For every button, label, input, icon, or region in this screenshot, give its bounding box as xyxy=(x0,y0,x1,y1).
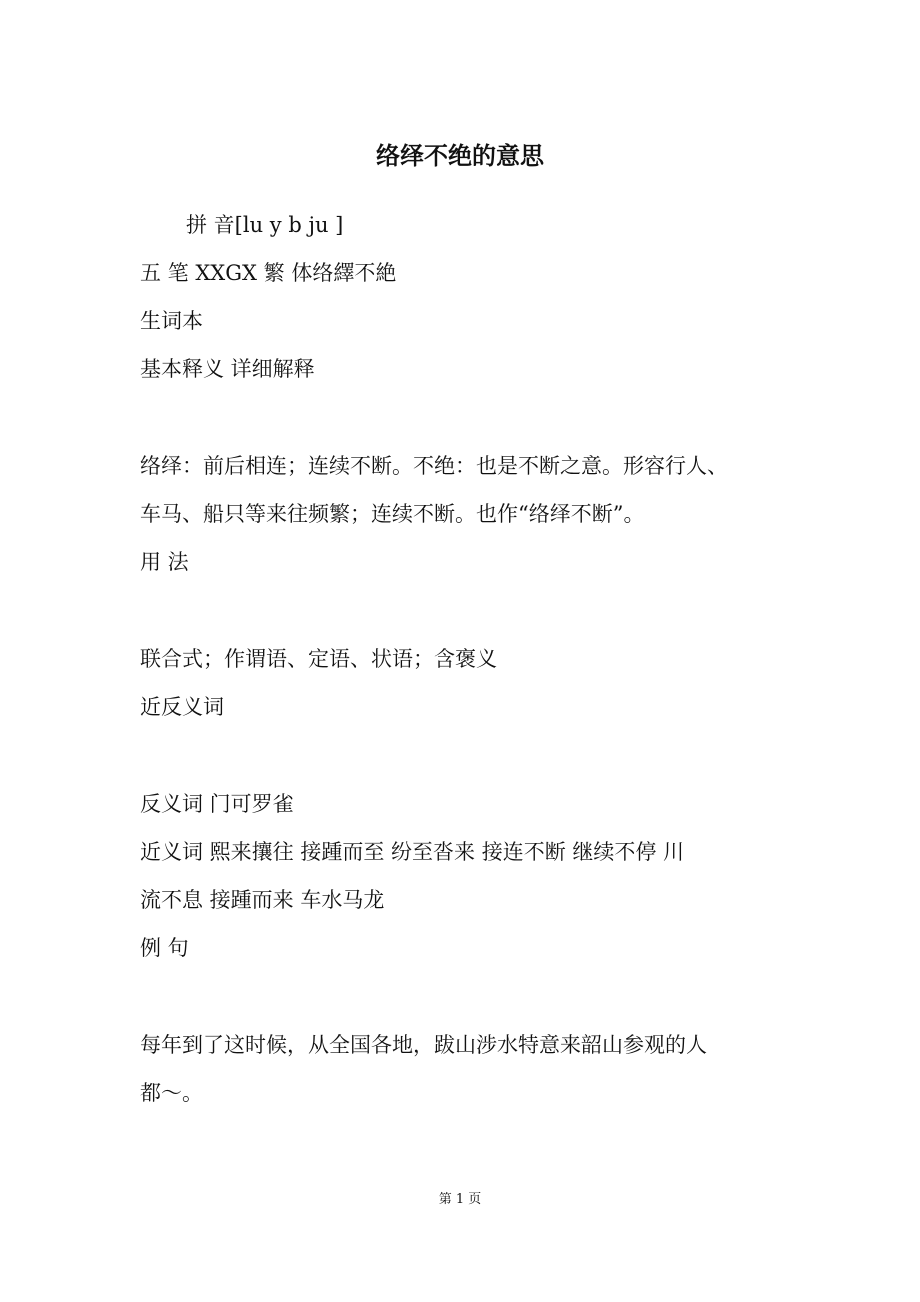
example-heading: 例 句 xyxy=(140,936,189,960)
wubi-line: 五 笔 XXGX 繁 体络繹不絶 xyxy=(140,261,397,285)
example-sentence-line: 每年到了这时候，从全国各地，跋山涉水特意来韶山参观的人 xyxy=(140,1033,707,1057)
usage-text: 联合式；作谓语、定语、状语；含褒义 xyxy=(140,647,497,671)
pinyin-line: 拼 音[lu y b ju ] xyxy=(186,213,344,237)
synonyms-antonyms-heading: 近反义词 xyxy=(140,695,224,719)
usage-heading: 用 法 xyxy=(140,550,189,574)
definition-paragraph-line: 车马、船只等来往频繁；连续不断。也作“络绎不断”。 xyxy=(140,502,645,526)
example-sentence-line: 都～。 xyxy=(140,1081,203,1105)
page-title: 络绎不绝的意思 xyxy=(376,142,544,170)
synonyms-line: 流不息 接踵而来 车水马龙 xyxy=(140,888,385,912)
synonyms-line: 近义词 熙来攘往 接踵而至 纷至沓来 接连不断 继续不停 川 xyxy=(140,840,685,864)
definition-tabs: 基本释义 详细解释 xyxy=(140,357,315,381)
page-number: 第 1 页 xyxy=(438,1192,482,1207)
antonyms-line: 反义词 门可罗雀 xyxy=(140,792,294,816)
definition-paragraph-line: 络绎：前后相连；连续不断。不绝：也是不断之意。形容行人、 xyxy=(140,454,728,478)
vocab-book-link: 生词本 xyxy=(140,309,203,333)
